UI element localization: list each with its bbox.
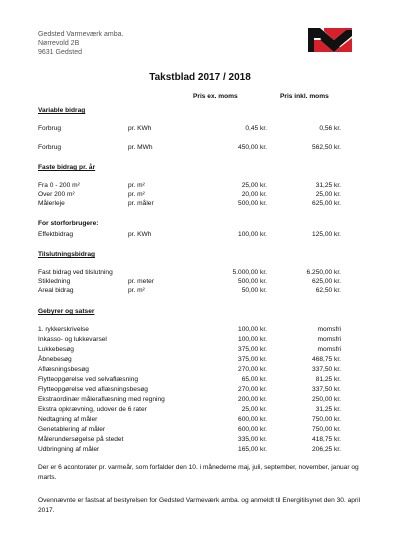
- row-price-ex: 65,00 kr.: [241, 376, 267, 383]
- page-title: Takstblad 2017 / 2018: [149, 72, 251, 83]
- table-row: [0, 124, 400, 133]
- row-price-ex: 375,00 kr.: [238, 356, 267, 363]
- table-row: [0, 277, 400, 286]
- row-price-ex: 165,00 kr.: [238, 446, 267, 453]
- note-acontorater: Der er 6 acontorater pr. varmeår, som forfalder den 10. i månederne maj, juli, september, november, januar og marts.: [38, 464, 359, 481]
- table-row: [0, 335, 400, 344]
- row-price-ex: 100,00 kr.: [238, 231, 267, 238]
- row-price-ex: 270,00 kr.: [238, 366, 267, 373]
- row-price-inkl: 625,00 kr.: [312, 200, 341, 207]
- table-row: [0, 415, 400, 424]
- row-price-inkl: 562,50 kr.: [312, 144, 341, 151]
- row-price-inkl: 625,00 kr.: [312, 278, 341, 285]
- row-name: Lukkebesøg: [38, 346, 74, 353]
- row-price-inkl: 750,00 kr.: [312, 416, 341, 423]
- row-price-ex: 600,00 kr.: [238, 426, 267, 433]
- table-row: [0, 181, 400, 190]
- row-price-ex: 100,00 kr.: [238, 336, 267, 343]
- row-name: 1. rykkerskrivelse: [38, 326, 89, 333]
- table-row: [0, 385, 400, 394]
- row-unit: pr. m²: [128, 191, 145, 198]
- table-row: [0, 345, 400, 354]
- row-name: Forbrug: [38, 144, 62, 151]
- row-unit: pr. m²: [128, 182, 145, 189]
- table-row: [0, 445, 400, 454]
- row-price-ex: 5.000,00 kr.: [232, 269, 267, 276]
- column-header-ex-moms: Pris ex. moms: [193, 93, 238, 100]
- table-row: [0, 425, 400, 434]
- table-row: [0, 365, 400, 374]
- row-unit: pr. måler: [128, 200, 154, 207]
- row-price-inkl: 418,75 kr.: [312, 436, 341, 443]
- row-name: Fra 0 - 200 m²: [38, 182, 80, 189]
- row-price-ex: 25,00 kr.: [241, 182, 267, 189]
- row-price-ex: 500,00 kr.: [238, 278, 267, 285]
- row-price-ex: 375,00 kr.: [238, 346, 267, 353]
- row-price-ex: 335,00 kr.: [238, 436, 267, 443]
- row-price-ex: 0,45 kr.: [245, 125, 267, 132]
- company-name: Gedsted Varmeværk amba.: [38, 31, 124, 38]
- row-unit: pr. MWh: [128, 144, 153, 151]
- row-name: Flytteopgørelse ved aflæsningsbesøg: [38, 386, 148, 393]
- table-row: [0, 268, 400, 277]
- section-heading-tilslutning: Tilslutningsbidrag: [38, 251, 96, 258]
- row-unit: pr. meter: [128, 278, 155, 285]
- section-heading-faste: Faste bidrag pr. år: [38, 164, 96, 171]
- table-row: [0, 286, 400, 295]
- table-row: [0, 199, 400, 208]
- table-row: [0, 405, 400, 414]
- row-name: Stikledning: [38, 278, 71, 285]
- row-price-ex: 50,00 kr.: [241, 287, 267, 294]
- row-price-inkl: 31,25 kr.: [315, 182, 341, 189]
- row-price-ex: 200,00 kr.: [238, 396, 267, 403]
- company-logo-icon: [306, 26, 354, 54]
- company-street: Nørrevold 2B: [38, 40, 80, 47]
- row-price-inkl: momsfri: [317, 326, 341, 333]
- row-name: Nedtagning af måler: [38, 416, 98, 423]
- row-name: Effektbidrag: [38, 231, 74, 238]
- row-name: Ekstra opkrævning, udover de 6 rater: [38, 406, 147, 413]
- row-name: Flytteopgørelse ved selvaflæsning: [38, 376, 139, 383]
- row-name: Målerleje: [38, 200, 65, 207]
- section-heading-storforbrugere: For storforbrugere:: [38, 220, 99, 227]
- row-unit: pr. m²: [128, 287, 145, 294]
- row-price-inkl: 337,50 kr.: [312, 386, 341, 393]
- row-price-inkl: 250,00 kr.: [312, 396, 341, 403]
- row-price-ex: 600,00 kr.: [238, 416, 267, 423]
- row-name: Over 200 m²: [38, 191, 75, 198]
- row-name: Forbrug: [38, 125, 62, 132]
- table-row: [0, 395, 400, 404]
- row-price-ex: 25,00 kr.: [241, 406, 267, 413]
- row-name: Aflæsningsbesøg: [38, 366, 89, 373]
- row-name: Fast bidrag ved tilslutning: [38, 269, 113, 276]
- row-price-ex: 500,00 kr.: [238, 200, 267, 207]
- table-row: [0, 375, 400, 384]
- row-name: Genetablering af måler: [38, 426, 106, 433]
- row-price-inkl: 206,25 kr.: [312, 446, 341, 453]
- column-header-inkl-moms: Pris inkl. moms: [280, 93, 329, 100]
- row-name: Åbnebesøg: [38, 356, 72, 363]
- row-price-ex: 450,00 kr.: [238, 144, 267, 151]
- row-name: Udbringning af måler: [38, 446, 100, 453]
- row-unit: pr. KWh: [128, 125, 152, 132]
- table-row: [0, 143, 400, 152]
- row-price-ex: 100,00 kr.: [238, 326, 267, 333]
- row-name: Areal bidrag: [38, 287, 74, 294]
- row-price-inkl: 31,25 kr.: [315, 406, 341, 413]
- row-price-inkl: 337,50 kr.: [312, 366, 341, 373]
- row-price-inkl: 0,56 kr.: [319, 125, 341, 132]
- row-price-inkl: 6.250,00 kr.: [306, 269, 341, 276]
- company-address-block: [38, 30, 123, 57]
- row-name: Målerundersøgelse på stedet: [38, 436, 124, 443]
- table-row: [0, 325, 400, 334]
- company-city: 9631 Gedsted: [38, 49, 82, 56]
- row-unit: pr. KWh: [128, 231, 152, 238]
- row-price-inkl: 25,00 kr.: [315, 191, 341, 198]
- section-heading-gebyrer: Gebyrer og satser: [38, 308, 95, 315]
- row-price-inkl: momsfri: [317, 346, 341, 353]
- row-price-inkl: 62,50 kr.: [315, 287, 341, 294]
- row-price-inkl: 750,00 kr.: [312, 426, 341, 433]
- row-name: Ekstraordinær måleraflæsning med regning: [38, 396, 165, 403]
- row-price-inkl: momsfri: [317, 336, 341, 343]
- section-heading-variable: Variable bidrag: [38, 107, 86, 114]
- row-price-inkl: 81,25 kr.: [315, 376, 341, 383]
- table-row: [0, 355, 400, 364]
- table-row: [0, 435, 400, 444]
- table-row: [0, 190, 400, 199]
- row-price-ex: 20,00 kr.: [241, 191, 267, 198]
- table-row: [0, 230, 400, 239]
- row-name: Inkasso- og lukkevarsel: [38, 336, 107, 343]
- note-fastsat: Ovennævnte er fastsat af bestyrelsen for Gedsted Varmeværk amba. og anmeldt til Energitilsynet den 30. april 2017.: [38, 497, 361, 514]
- row-price-inkl: 468,75 kr.: [312, 356, 341, 363]
- row-price-ex: 270,00 kr.: [238, 386, 267, 393]
- row-price-inkl: 125,00 kr.: [312, 231, 341, 238]
